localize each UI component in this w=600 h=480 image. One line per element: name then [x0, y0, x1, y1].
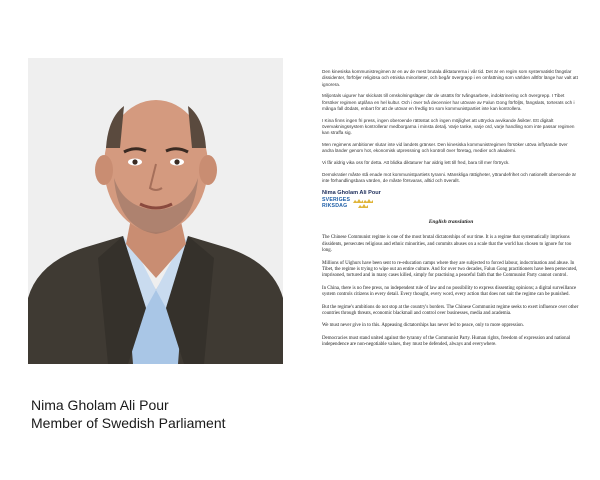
logo-line-1: SVERIGES	[322, 197, 351, 204]
english-paragraph: Democracies must stand united against the tyranny of the Communist Party. Human rights, freedom of expression and national independence are non-negotiable values, they must be defended, always and everywhere.	[322, 335, 571, 348]
caption-title: Member of Swedish Parliament	[31, 415, 226, 431]
swedish-paragraph: Miljontals uigurer har skickats till omskolningsläger där de utsätts för tvångsarbete, indoktrinering och övergrepp. I Tibet försöker regimen utplåna en hel kultur. Och i över två decennier har utövare av Falun Gong förföljts, fängslats, torterats och i många fall dödats, enbart för att de utövar en fredlig tro som kommunistpartiet inte kan kontrollera.	[322, 93, 575, 111]
english-paragraph: In China, there is no free press, no independent rule of law and no possibility to express dissenting opinions; a digital surveillance system controls citizens in every detail. Every thought, every word, every action that does not suit the regime can be punished.	[322, 285, 577, 298]
english-translation-heading: English translation	[428, 219, 474, 226]
riksdag-logo-text	[322, 198, 350, 209]
swedish-paragraph: Men regimens ambitioner slutar inte vid landets gränser. Den kinesiska kommunistregimen försöker utöva inflytande över andra länder genom hot, ekonomisk utpressning och kontroll över företag, medier och akademi.	[322, 141, 568, 154]
swedish-text	[322, 69, 580, 184]
signature-name: Nima Gholam Ali Pour	[322, 190, 381, 197]
swedish-paragraph: Demokratier måste stå enade mot kommunistpartiets tyranni. Mänskliga rättigheter, yttrandefrihet och nationellt oberoende är inte förhandlingsbara värden, de måste försvaras, alltid och överallt.	[322, 171, 577, 183]
logo-line-2: RIKSDAG	[322, 202, 348, 209]
english-paragraph: We must never give in to this. Appeasing dictatorships has never led to peace, only to more oppression.	[322, 323, 524, 329]
portrait-illustration	[28, 58, 283, 364]
english-text	[322, 235, 580, 348]
portrait-photo	[28, 58, 283, 364]
signature-block	[322, 190, 580, 209]
letter-document	[322, 69, 580, 355]
swedish-paragraph: Vi får aldrig vika oss för detta. Att blidka diktaturer har aldrig lett till fred, bara till mer förtryck.	[322, 159, 510, 165]
english-paragraph: But the regime's ambitions do not stop at the country's borders. The Chinese Communist regime seeks to exert influence over other countries through threats, economic blackmail and control over businesses, media and academia.	[322, 304, 579, 316]
caption-name: Nima Gholam Ali Pour	[31, 397, 169, 413]
english-paragraph: Millions of Uighurs have been sent to re-education camps where they are subjected to forced labour, indoctrination and abuse. In Tibet, the regime is trying to wipe out an entire culture. And for over two decades, Falun Gong practitioners have been persecuted, imprisoned, tortured and in many cases killed, simply for practising a peaceful faith that the Communist Party cannot control.	[322, 260, 578, 279]
three-crowns-icon	[352, 198, 374, 209]
photo-caption	[31, 396, 226, 432]
riksdag-logo	[322, 198, 580, 209]
swedish-paragraph: Den kinesiska kommunistregimen är en av de mest brutala diktaturerna i vår tid. Det är en regim som systematiskt fängslar dissidenter, förföljer religiösa och etniska minoriteter, och begår övergrepp i en omfattning som världen alltför länge har valt att ignorera.	[322, 69, 578, 87]
swedish-paragraph: I Kina finns ingen fri press, ingen oberoende rättsstat och ingen möjlighet att uttrycka avvikande åsikter. Ett digitalt övervakningssystem kontrollerar medborgarna i minsta detalj. Varje tanke, varje ord, varje handling som inte passar regimen kan straffa sig.	[322, 117, 575, 136]
english-paragraph: The Chinese Communist regime is one of the most brutal dictatorships of our time. It is a regime that systematically imprisons dissidents, persecutes religious and ethnic minorities, and commits abuses on a scale that the world has chosen to ignore for too long.	[322, 235, 572, 254]
